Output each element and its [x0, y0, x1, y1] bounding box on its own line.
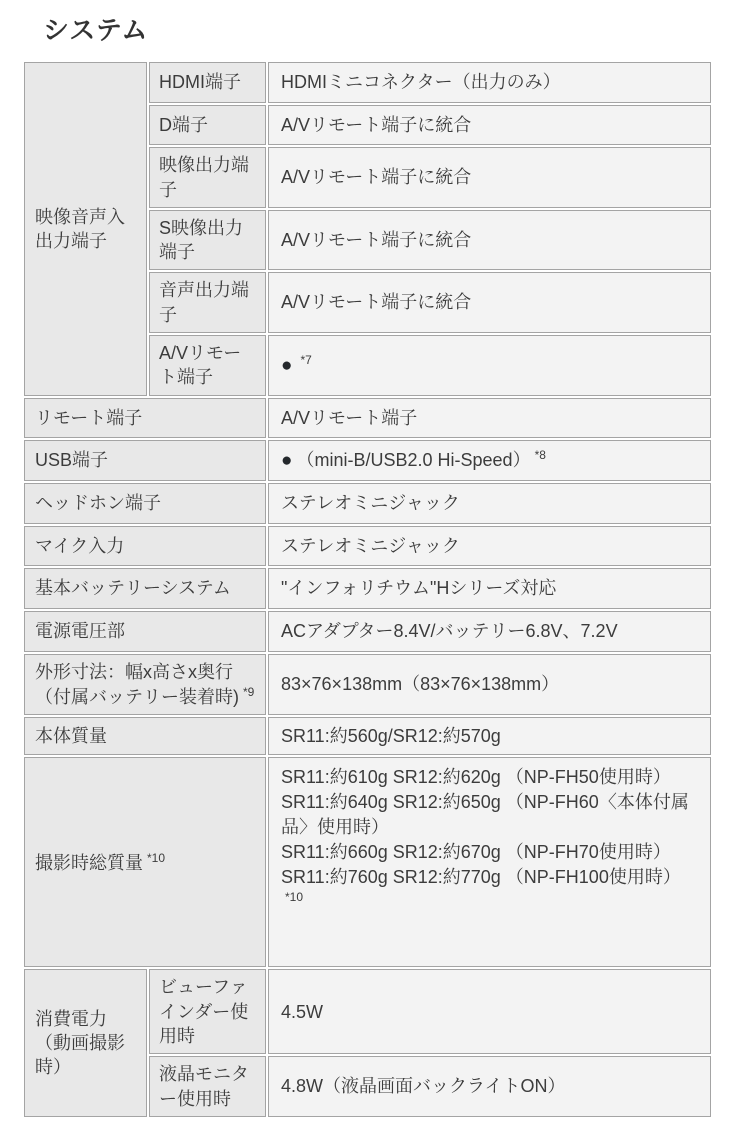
row-label-audio-out: 音声出力端子: [149, 272, 266, 333]
bullet-icon: ●: [281, 355, 293, 377]
bullet-icon: ●: [281, 450, 293, 472]
value-text: HDMIミニコネクター（出力のみ）: [281, 72, 561, 92]
table-row: [24, 757, 711, 967]
row-label-s-video-out: S映像出力端子: [149, 210, 266, 271]
value-text: 4.5W: [281, 1001, 324, 1022]
row-label-d-terminal: D端子: [149, 105, 266, 146]
row-value-d-terminal: [268, 105, 711, 146]
row-label-weight: 本体質量: [24, 717, 266, 755]
table-row: [24, 969, 711, 1054]
row-label-lcd-monitor: 液晶モニター使用時: [149, 1056, 266, 1117]
row-value-usb: [268, 440, 711, 481]
value-text: SR11:約610g SR12:約620g （NP-FH50使用時）: [281, 767, 671, 788]
page-title: システム: [43, 15, 149, 45]
row-value-total-weight: [268, 757, 711, 967]
table-row: [24, 611, 711, 652]
value-text: SR11:約560g/SR12:約570g: [281, 726, 501, 747]
value-text: SR11:約640g SR12:約650g （NP-FH60〈本体付属品〉使用時）: [281, 791, 689, 837]
footnote-ref: *9: [243, 684, 255, 699]
row-value-viewfinder: [268, 969, 711, 1054]
value-text: A/Vリモート端子に統合: [281, 114, 472, 135]
footnote-ref: *10: [285, 889, 304, 904]
row-label-hdmi: HDMI端子: [149, 62, 266, 103]
table-row: [24, 398, 711, 439]
row-value-audio-out: [268, 272, 711, 333]
label-text: 外形寸法：幅x高さx奥行（付属バッテリー装着時): [35, 661, 239, 707]
table-row: [24, 526, 711, 567]
row-value-av-remote: [268, 335, 711, 396]
row-label-usb: USB端子: [24, 440, 266, 481]
value-text: ACアダプター8.4V/バッテリー6.8V、7.2V: [281, 620, 618, 641]
value-line: [281, 865, 698, 915]
table-row: [24, 568, 711, 609]
value-text: A/Vリモート端子に統合: [281, 167, 472, 188]
row-value-weight: [268, 717, 711, 755]
value-line: [281, 839, 698, 864]
row-label-remote: リモート端子: [24, 398, 266, 439]
label-text: 撮影時総質量: [35, 852, 143, 873]
row-label-battery-system: 基本バッテリーシステム: [24, 568, 266, 609]
value-text: SR11:約660g SR12:約670g （NP-FH70使用時）: [281, 842, 671, 863]
value-text: 83×76×138mm（83×76×138mm）: [281, 674, 560, 695]
spec-table: [22, 60, 713, 1119]
value-line: [281, 790, 698, 840]
table-row: [24, 483, 711, 524]
group-label-power-consumption: 消費電力（動画撮影時）: [24, 969, 147, 1116]
value-text: （mini-B/USB2.0 Hi-Speed）: [296, 450, 531, 471]
row-label-dimensions: [24, 654, 266, 716]
row-value-dimensions: [268, 654, 711, 716]
value-text: A/Vリモート端子: [281, 407, 418, 428]
row-label-mic: マイク入力: [24, 526, 266, 567]
row-label-total-weight: [24, 757, 266, 967]
row-value-headphone: [268, 483, 711, 524]
value-lines: [281, 764, 698, 960]
group-label-av-terminals: 映像音声入出力端子: [24, 62, 147, 396]
row-label-av-remote: A/Vリモート端子: [149, 335, 266, 396]
row-label-video-out: 映像出力端子: [149, 147, 266, 208]
value-line: [281, 764, 698, 789]
value-text: ステレオミニジャック: [281, 535, 460, 556]
row-value-hdmi: [268, 62, 711, 103]
table-row: [24, 62, 711, 103]
value-text: A/Vリモート端子に統合: [281, 229, 472, 250]
row-value-remote: [268, 398, 711, 439]
value-text: A/Vリモート端子に統合: [281, 292, 472, 313]
value-text: "インフォリチウム"Hシリーズ対応: [281, 578, 557, 599]
footnote-ref: *8: [534, 448, 546, 463]
row-label-viewfinder: ビューファインダー使用時: [149, 969, 266, 1054]
value-text: ステレオミニジャック: [281, 492, 460, 513]
row-value-battery-system: [268, 568, 711, 609]
value-text: 4.8W（液晶画面バックライトON）: [281, 1076, 566, 1097]
row-value-lcd-monitor: [268, 1056, 711, 1117]
row-value-power-voltage: [268, 611, 711, 652]
row-value-mic: [268, 526, 711, 567]
footnote-ref: *10: [147, 850, 166, 865]
footnote-ref: *7: [300, 353, 312, 368]
row-value-s-video-out: [268, 210, 711, 271]
row-value-video-out: [268, 147, 711, 208]
table-row: [24, 440, 711, 481]
row-label-power-voltage: 電源電圧部: [24, 611, 266, 652]
table-row: [24, 654, 711, 716]
table-row: [24, 717, 711, 755]
value-text: SR11:約760g SR12:約770g （NP-FH100使用時）: [281, 866, 681, 887]
row-label-headphone: ヘッドホン端子: [24, 483, 266, 524]
